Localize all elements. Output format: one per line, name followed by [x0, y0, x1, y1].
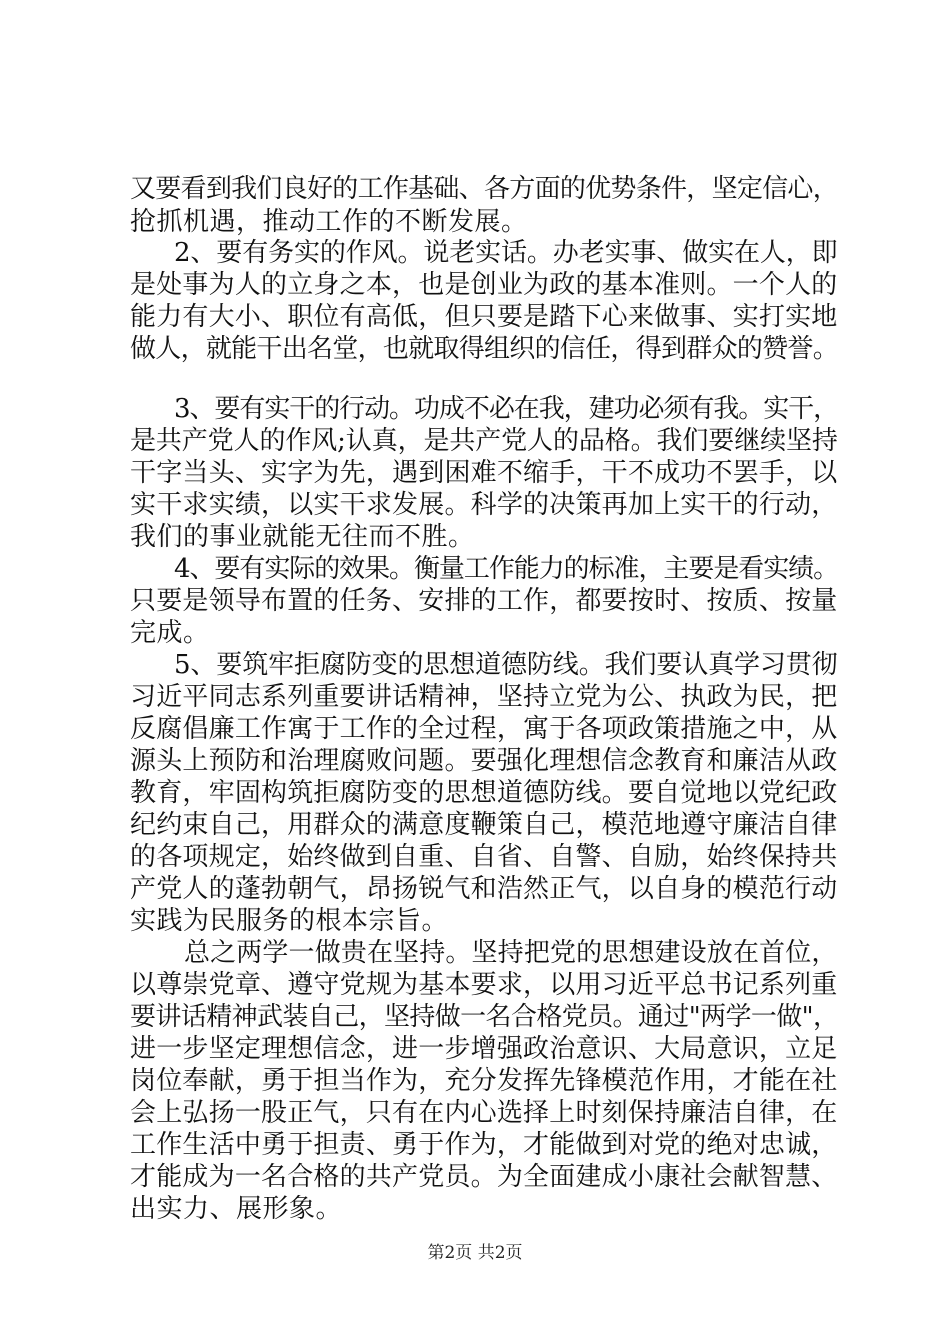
text-line: 3、要有实干的行动。功成不必在我，建功必须有我。实干， — [174, 394, 839, 424]
text-line: 干字当头、实字为先，遇到困难不缩手，干不成功不罢手，以 — [130, 458, 838, 488]
text-line: 出实力、展形象。 — [130, 1194, 343, 1224]
text-line: 实践为民服务的根本宗旨。 — [130, 906, 449, 936]
text-line: 做人，就能干出名堂，也就取得组织的信任，得到群众的赞誉。 — [130, 334, 839, 364]
text-line: 产党人的蓬勃朝气，昂扬锐气和浩然正气，以自身的模范行动 — [130, 874, 838, 904]
text-line: 教育，牢固构筑拒腐防变的思想道德防线。要自觉地以党纪政 — [130, 778, 838, 808]
text-line: 抢抓机遇，推动工作的不断发展。 — [130, 207, 528, 237]
page-number: 第2页 共2页 — [427, 1243, 523, 1263]
text-line: 5、要筑牢拒腐防变的思想道德防线。我们要认真学习贯彻 — [174, 650, 838, 680]
text-line: 习近平同志系列重要讲话精神，坚持立党为公、执政为民，把 — [130, 682, 838, 712]
text-line: 以尊崇党章、遵守党规为基本要求，以用习近平总书记系列重 — [130, 970, 838, 1000]
text-line: 完成。 — [130, 618, 210, 648]
text-line: 会上弘扬一股正气，只有在内心选择上时刻保持廉洁自律，在 — [130, 1098, 838, 1128]
text-line: 只要是领导布置的任务、安排的工作，都要按时、按质、按量 — [130, 586, 838, 616]
text-line: 反腐倡廉工作寓于工作的全过程，寓于各项政策措施之中，从 — [130, 714, 838, 744]
text-line: 工作生活中勇于担责、勇于作为，才能做到对党的绝对忠诚， — [130, 1130, 838, 1160]
text-line: 能力有大小、职位有高低，但只要是踏下心来做事、实打实地 — [130, 302, 838, 332]
text-line: 进一步坚定理想信念，进一步增强政治意识、大局意识，立足 — [130, 1034, 838, 1064]
text-line: 的各项规定，始终做到自重、自省、自警、自励，始终保持共 — [130, 842, 838, 872]
text-line: 是共产党人的作风;认真，是共产党人的品格。我们要继续坚持 — [130, 426, 838, 456]
text-line: 总之两学一做贵在坚持。坚持把党的思想建设放在首位， — [184, 938, 838, 968]
text-line: 才能成为一名合格的共产党员。为全面建成小康社会献智慧、 — [130, 1162, 838, 1192]
text-line: 纪约束自己，用群众的满意度鞭策自己，模范地遵守廉洁自律 — [130, 810, 838, 840]
text-line: 源头上预防和治理腐败问题。要强化理想信念教育和廉洁从政 — [130, 746, 838, 776]
text-line: 是处事为人的立身之本，也是创业为政的基本准则。一个人的 — [130, 270, 838, 300]
text-line: 实干求实绩，以实干求发展。科学的决策再加上实干的行动， — [130, 490, 838, 520]
text-line: 又要看到我们良好的工作基础、各方面的优势条件，坚定信心， — [130, 174, 839, 204]
text-line: 岗位奉献，勇于担当作为，充分发挥先锋模范作用，才能在社 — [130, 1066, 838, 1096]
text-line: 我们的事业就能无往而不胜。 — [130, 522, 475, 552]
text-line: 4、要有实际的效果。衡量工作能力的标准，主要是看实绩。 — [174, 554, 839, 584]
text-line: 2、要有务实的作风。说老实话。办老实事、做实在人，即 — [174, 238, 838, 268]
text-line: 要讲话精神武装自己，坚持做一名合格党员。通过"两学一做"， — [130, 1002, 839, 1032]
